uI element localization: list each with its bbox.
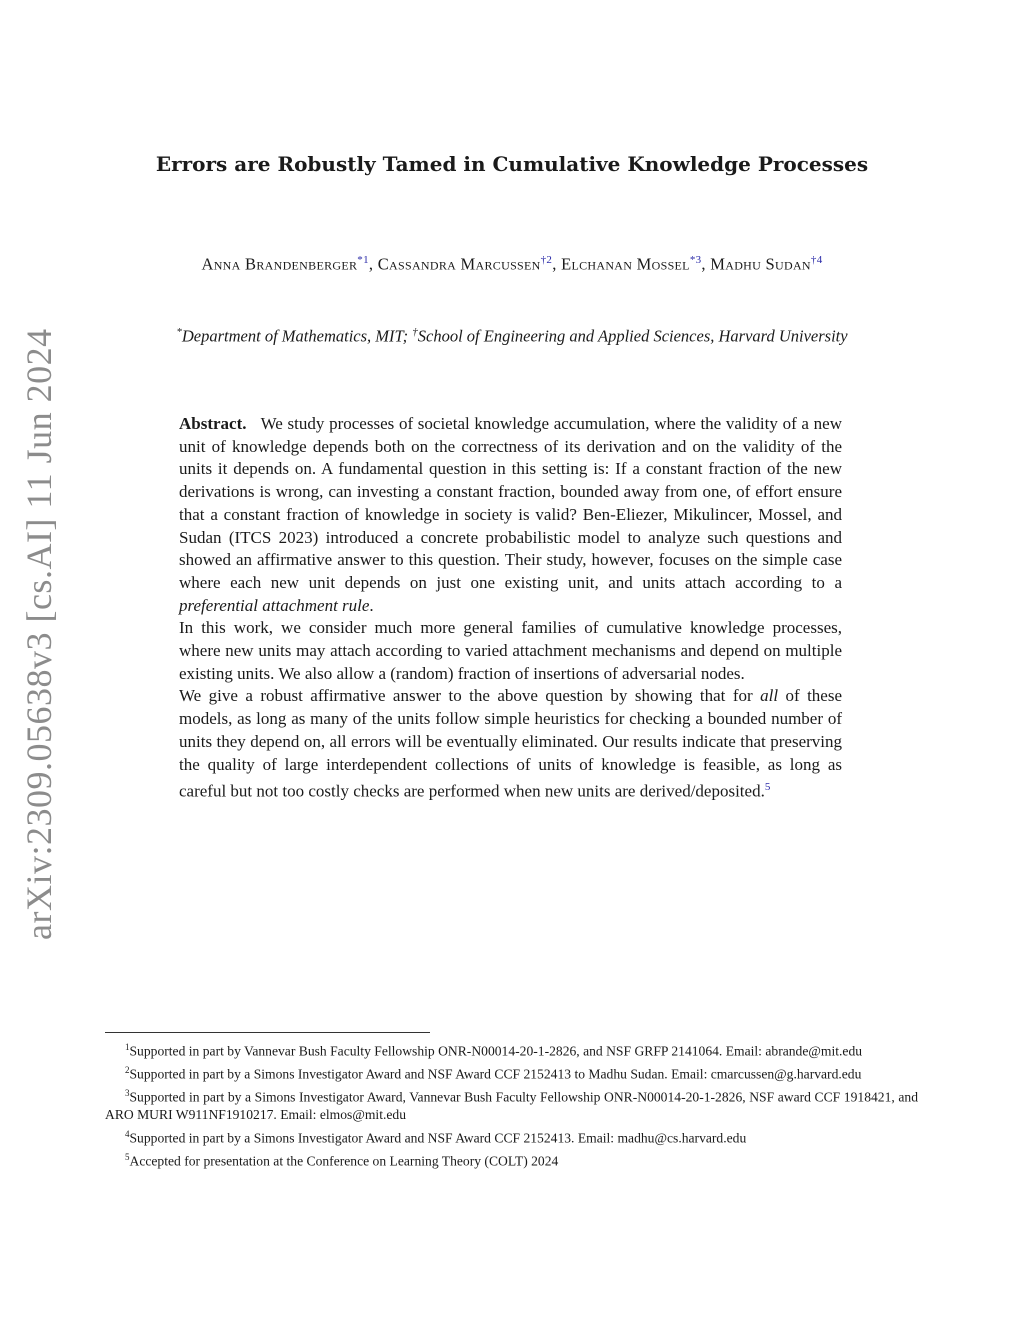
footnote [105,1061,918,1084]
abstract-text: of these models, as long as many of the units follow simple heuristics for checking a bounded number of units they depend on, all errors will be eventually eliminated. Our results indicate that preserving the quality of large interdependent collections of units of knowledge is feasible, as long as careful but not too costly checks are performed when new units are derived/deposited. [179,686,843,801]
footnote-text: Supported in part by a Simons Investigator Award, Vannevar Bush Faculty Fellowship ONR-N00014-20-1-2826, NSF award CCF 1918421, and ARO MURI W911NF1910217. Email: elmos@mit.edu [105,1089,918,1123]
footnote [105,1125,918,1148]
author-mark[interactable]: *3 [689,254,702,266]
footnotes [105,1038,918,1170]
affiliation-mark: * [176,326,182,338]
affiliation-mit: Department of Mathematics, MIT; [181,326,413,346]
abstract [179,413,842,804]
footnote-number: 4 [125,1128,130,1139]
author-name: Cassandra Marcussen [377,254,541,274]
abstract-paragraph [179,685,842,803]
abstract-paragraph [179,413,842,617]
footnote-link[interactable]: 5 [764,781,771,794]
affiliations [0,326,1024,347]
footnote-text: Supported in part by a Simons Investigator Award and NSF Award CCF 2152413 to Madhu Sudan. Email: cmarcussen@g.harvard.edu [129,1066,862,1082]
abstract-text: We study processes of societal knowledge accumulation, where the validity of a new unit of knowledge depends both on the correctness of its derivation and on the validity of the units it depends on. A fundamental question in this setting is: If a constant fraction of the new derivations is wrong, can investing a constant fraction, bounded away from one, of effort ensure that a constant fraction of knowledge in society is valid? Ben-Eliezer, Mikulincer, Mossel, and Sudan (ITCS 2023) introduced a concrete probabilistic model to analyze such questions and showed an affirmative answer to this question. Their study, however, focuses on the simple case where each new unit depends on just one existing unit, and units attach according to a [179,414,842,592]
author-mark[interactable]: †2 [540,254,553,266]
footnote-text: Accepted for presentation at the Conference on Learning Theory (COLT) 2024 [129,1153,559,1169]
author-name: Elchanan Mossel [561,254,690,274]
arxiv-identifier: arXiv:2309.05638v3 [cs.AI] 11 Jun 2024 [19,328,59,940]
abstract-label: Abstract. [179,414,247,433]
abstract-paragraph: In this work, we consider much more general families of cumulative knowledge processes, where new units may attach according to varied attachment mechanisms and depend on multiple existing units. We also allow a (random) fraction of insertions of adversarial nodes. [179,618,842,683]
author-mark[interactable]: *1 [357,254,369,266]
footnote [105,1038,918,1061]
author-name: Madhu Sudan [710,254,811,274]
abstract-emphasis: all [760,686,779,706]
footnote-text: Supported in part by a Simons Investigator Award and NSF Award CCF 2152413. Email: madhu@cs.harvard.edu [129,1130,747,1146]
affiliation-harvard: School of Engineering and Applied Sciences, Harvard University [417,326,848,346]
author-name: Anna Brandenberger [201,254,358,274]
footnote [105,1084,918,1125]
abstract-emphasis: preferential attachment rule [179,595,370,615]
footnote-number: 2 [125,1064,130,1075]
author-list: Anna Brandenberger$^{*1}$, Cassandra Marcussen$^{\dagger 2}$, Elchanan Mossel$^{*3}$, Madhu Sudan$^{\dagger 4}$ [201,254,823,274]
paper-title: Errors are Robustly Tamed in Cumulative Knowledge Processes [155,152,869,176]
abstract-text: We give a robust affirmative answer to the above question by showing that for [179,686,761,706]
footnote-number: 5 [125,1151,130,1162]
abstract-text: . [369,595,374,615]
footnote-number: 3 [125,1087,130,1098]
affiliation-mark: † [412,326,418,338]
footnote-number: 1 [125,1042,130,1052]
footnote-rule [105,1032,430,1033]
footnote [105,1148,918,1171]
author-mark[interactable]: †4 [810,254,823,266]
footnote-text: Supported in part by Vannevar Bush Faculty Fellowship ONR-N00014-20-1-2826, and NSF GRFP 2141064. Email: abrande@mit.edu [129,1043,863,1059]
